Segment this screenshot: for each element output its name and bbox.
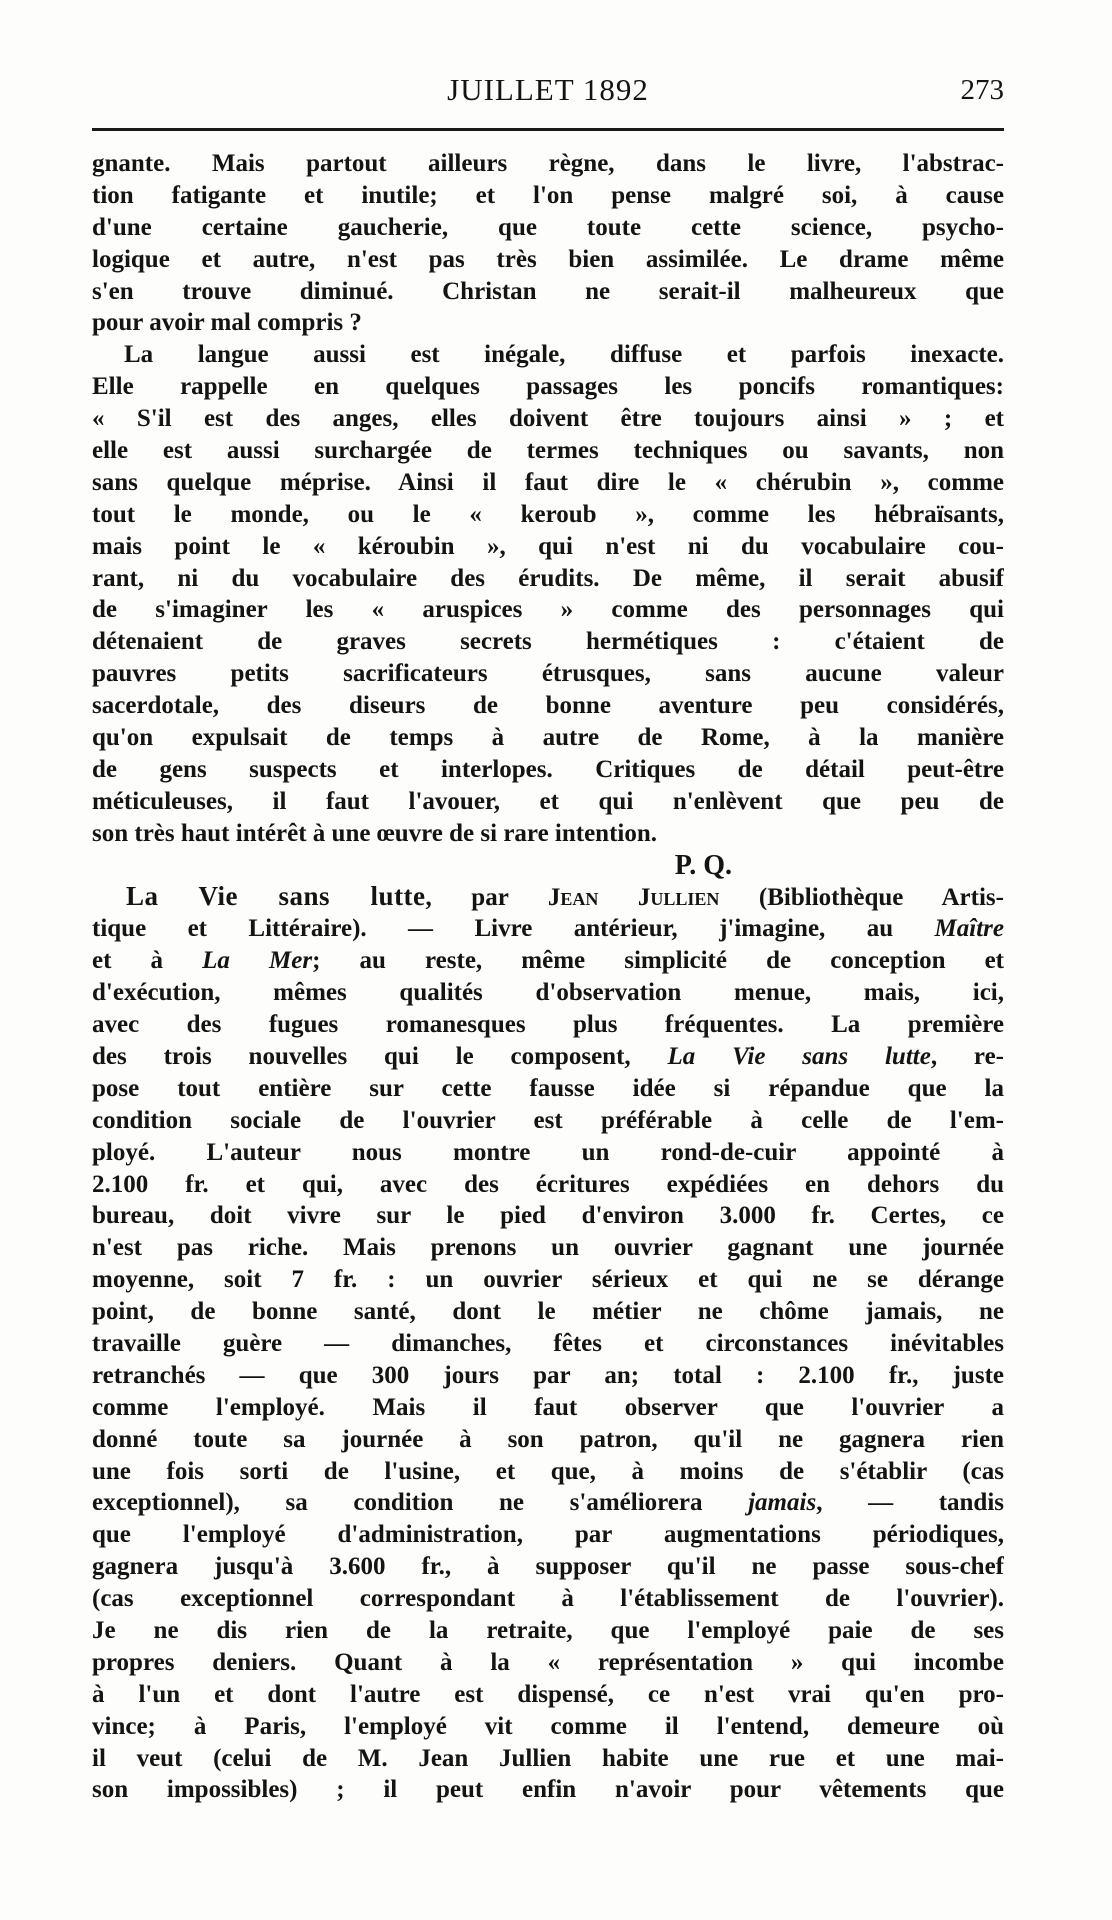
page-number: 273: [960, 74, 1004, 106]
text-line: d'exécution, mêmes qualités d'observation menue, mais, ici,: [92, 979, 1004, 1007]
text-line: son très haut intérêt à une œuvre de si rare intention.: [92, 819, 658, 847]
text-line: vince; à Paris, l'employé vit comme il l'entend, demeure où: [92, 1712, 1004, 1740]
text-line: gagnera jusqu'à 3.600 fr., à supposer qu'il ne passe sous-chef: [92, 1553, 1004, 1581]
text-line: tout le monde, ou le « keroub », comme les hébraïsants,: [92, 500, 1004, 528]
text-line: tion fatigante et inutile; et l'on pense malgré soi, à cause: [92, 181, 1004, 209]
text-line: mais point le « kéroubin », qui n'est ni du vocabulaire cou-: [92, 532, 1004, 560]
text-line: [92, 945, 1004, 977]
text-line: rant, ni du vocabulaire des érudits. De même, il serait abusif: [92, 564, 1004, 592]
text-line: moyenne, soit 7 fr. : un ouvrier sérieux et qui ne se dérange: [92, 1266, 1004, 1294]
body-text: [92, 148, 1004, 1806]
text-line: La langue aussi est inégale, diffuse et parfois inexacte.: [124, 341, 1004, 369]
text-line: d'une certaine gaucherie, que toute cette science, psycho-: [92, 213, 1004, 241]
italic-word: jamais: [748, 1489, 817, 1517]
italic-title: La Mer: [202, 947, 313, 975]
text-line: retranchés — que 300 jours par an; total : 2.100 fr., juste: [92, 1361, 1004, 1389]
text-line: 2.100 fr. et qui, avec des écritures expédiées en dehors du: [92, 1170, 1004, 1198]
text-line: pauvres petits sacrificateurs étrusques, sans aucune valeur: [92, 660, 1004, 688]
text-line: [92, 913, 1004, 945]
text-line: pose tout entière sur cette fausse idée si répandue que la: [92, 1074, 1004, 1102]
text-line: ployé. L'auteur nous montre un rond-de-cuir appointé à: [92, 1138, 1004, 1166]
review-by: , par: [425, 884, 548, 912]
text-line: [92, 1487, 1004, 1519]
text-line: comme l'employé. Mais il faut observer que l'ouvrier a: [92, 1393, 1004, 1421]
italic-title: La Vie sans lutte: [667, 1042, 931, 1070]
review-line-part: et à: [92, 947, 203, 975]
review-line-part: (Bibliothèque Artis-: [719, 884, 1004, 912]
text-line: logique et autre, n'est pas très bien assimilée. Le drame même: [92, 245, 1004, 273]
header-rule: [92, 128, 1004, 131]
text-line: à l'un et dont l'autre est dispensé, ce n'est vrai qu'en pro-: [92, 1680, 1004, 1708]
review-line-part: des trois nouvelles qui le composent,: [92, 1042, 668, 1070]
running-title: JUILLET 1892: [447, 72, 649, 107]
text-line: sans quelque méprise. Ainsi il faut dire le « chérubin », comme: [92, 468, 1004, 496]
text-line: elle est aussi surchargée de termes techniques ou savants, non: [92, 437, 1004, 465]
text-line: n'est pas riche. Mais prenons un ouvrier gagnant une journée: [92, 1234, 1004, 1262]
text-line: (cas exceptionnel correspondant à l'établissement de l'ouvrier).: [92, 1585, 1004, 1613]
page-header: [92, 68, 1004, 114]
text-line: Je ne dis rien de la retraite, que l'employé paie de ses: [92, 1616, 1004, 1644]
text-line: avec des fugues romanesques plus fréquentes. La première: [92, 1011, 1004, 1039]
text-line: qu'on expulsait de temps à autre de Rome, à la manière: [92, 724, 1004, 752]
text-line: donné toute sa journée à son patron, qu'il ne gagnera rien: [92, 1425, 1004, 1453]
text-line: méticuleuses, il faut l'avouer, et qui n'enlèvent que peu de: [92, 787, 1004, 815]
review-line-part: tique et Littéraire). — Livre antérieur, j'imagine, au: [92, 915, 935, 943]
text-line: s'en trouve diminué. Christan ne serait-il malheureux que: [92, 277, 1004, 305]
review-heading-line: [92, 881, 1004, 913]
review-line-part: ; au reste, même simplicité de conception et: [312, 947, 1004, 975]
text-line: point, de bonne santé, dont le métier ne chôme jamais, ne: [92, 1298, 1004, 1326]
text-line: Elle rappelle en quelques passages les poncifs romantiques:: [92, 373, 1004, 401]
text-line: que l'employé d'administration, par augmentations périodiques,: [92, 1521, 1004, 1549]
italic-title: Maître: [934, 915, 1004, 943]
text-line: gnante. Mais partout ailleurs règne, dans le livre, l'abstrac-: [92, 150, 1004, 177]
text-line: de s'imaginer les « aruspices » comme des personnages qui: [92, 596, 1004, 624]
text-line: travaille guère — dimanches, fêtes et circonstances inévitables: [92, 1329, 1004, 1357]
text-line: son impossibles) ; il peut enfin n'avoir pour vêtements que: [92, 1776, 1004, 1804]
text-line: « S'il est des anges, elles doivent être toujours ainsi » ; et: [92, 405, 1004, 433]
review-author: Jean Jullien: [547, 884, 720, 912]
text-line: [92, 1041, 1004, 1073]
text-line: bureau, doit vivre sur le pied d'environ 3.000 fr. Certes, ce: [92, 1202, 1004, 1230]
review-title: La Vie sans lutte: [126, 881, 426, 912]
text-line: détenaient de graves secrets hermétiques : c'étaient de: [92, 628, 1004, 656]
text-line: sacerdotale, des diseurs de bonne aventure peu considérés,: [92, 692, 1004, 720]
review-line-part: exceptionnel), sa condition ne s'améliorera: [92, 1489, 749, 1517]
text-line: condition sociale de l'ouvrier est préférable à celle de l'em-: [92, 1106, 1004, 1134]
text-line: pour avoir mal compris ?: [92, 309, 362, 337]
text-line: une fois sorti de l'usine, et que, à moins de s'établir (cas: [92, 1457, 1004, 1485]
text-line: propres deniers. Quant à la « représentation » qui incombe: [92, 1648, 1004, 1676]
text-line: il veut (celui de M. Jean Jullien habite une rue et une mai-: [92, 1744, 1004, 1772]
signature: P. Q.: [674, 849, 732, 881]
review-line-part: , — tandis: [816, 1489, 1004, 1517]
text-line: de gens suspects et interlopes. Critiques de détail peut-être: [92, 755, 1004, 783]
review-line-part: , re-: [930, 1042, 1004, 1070]
